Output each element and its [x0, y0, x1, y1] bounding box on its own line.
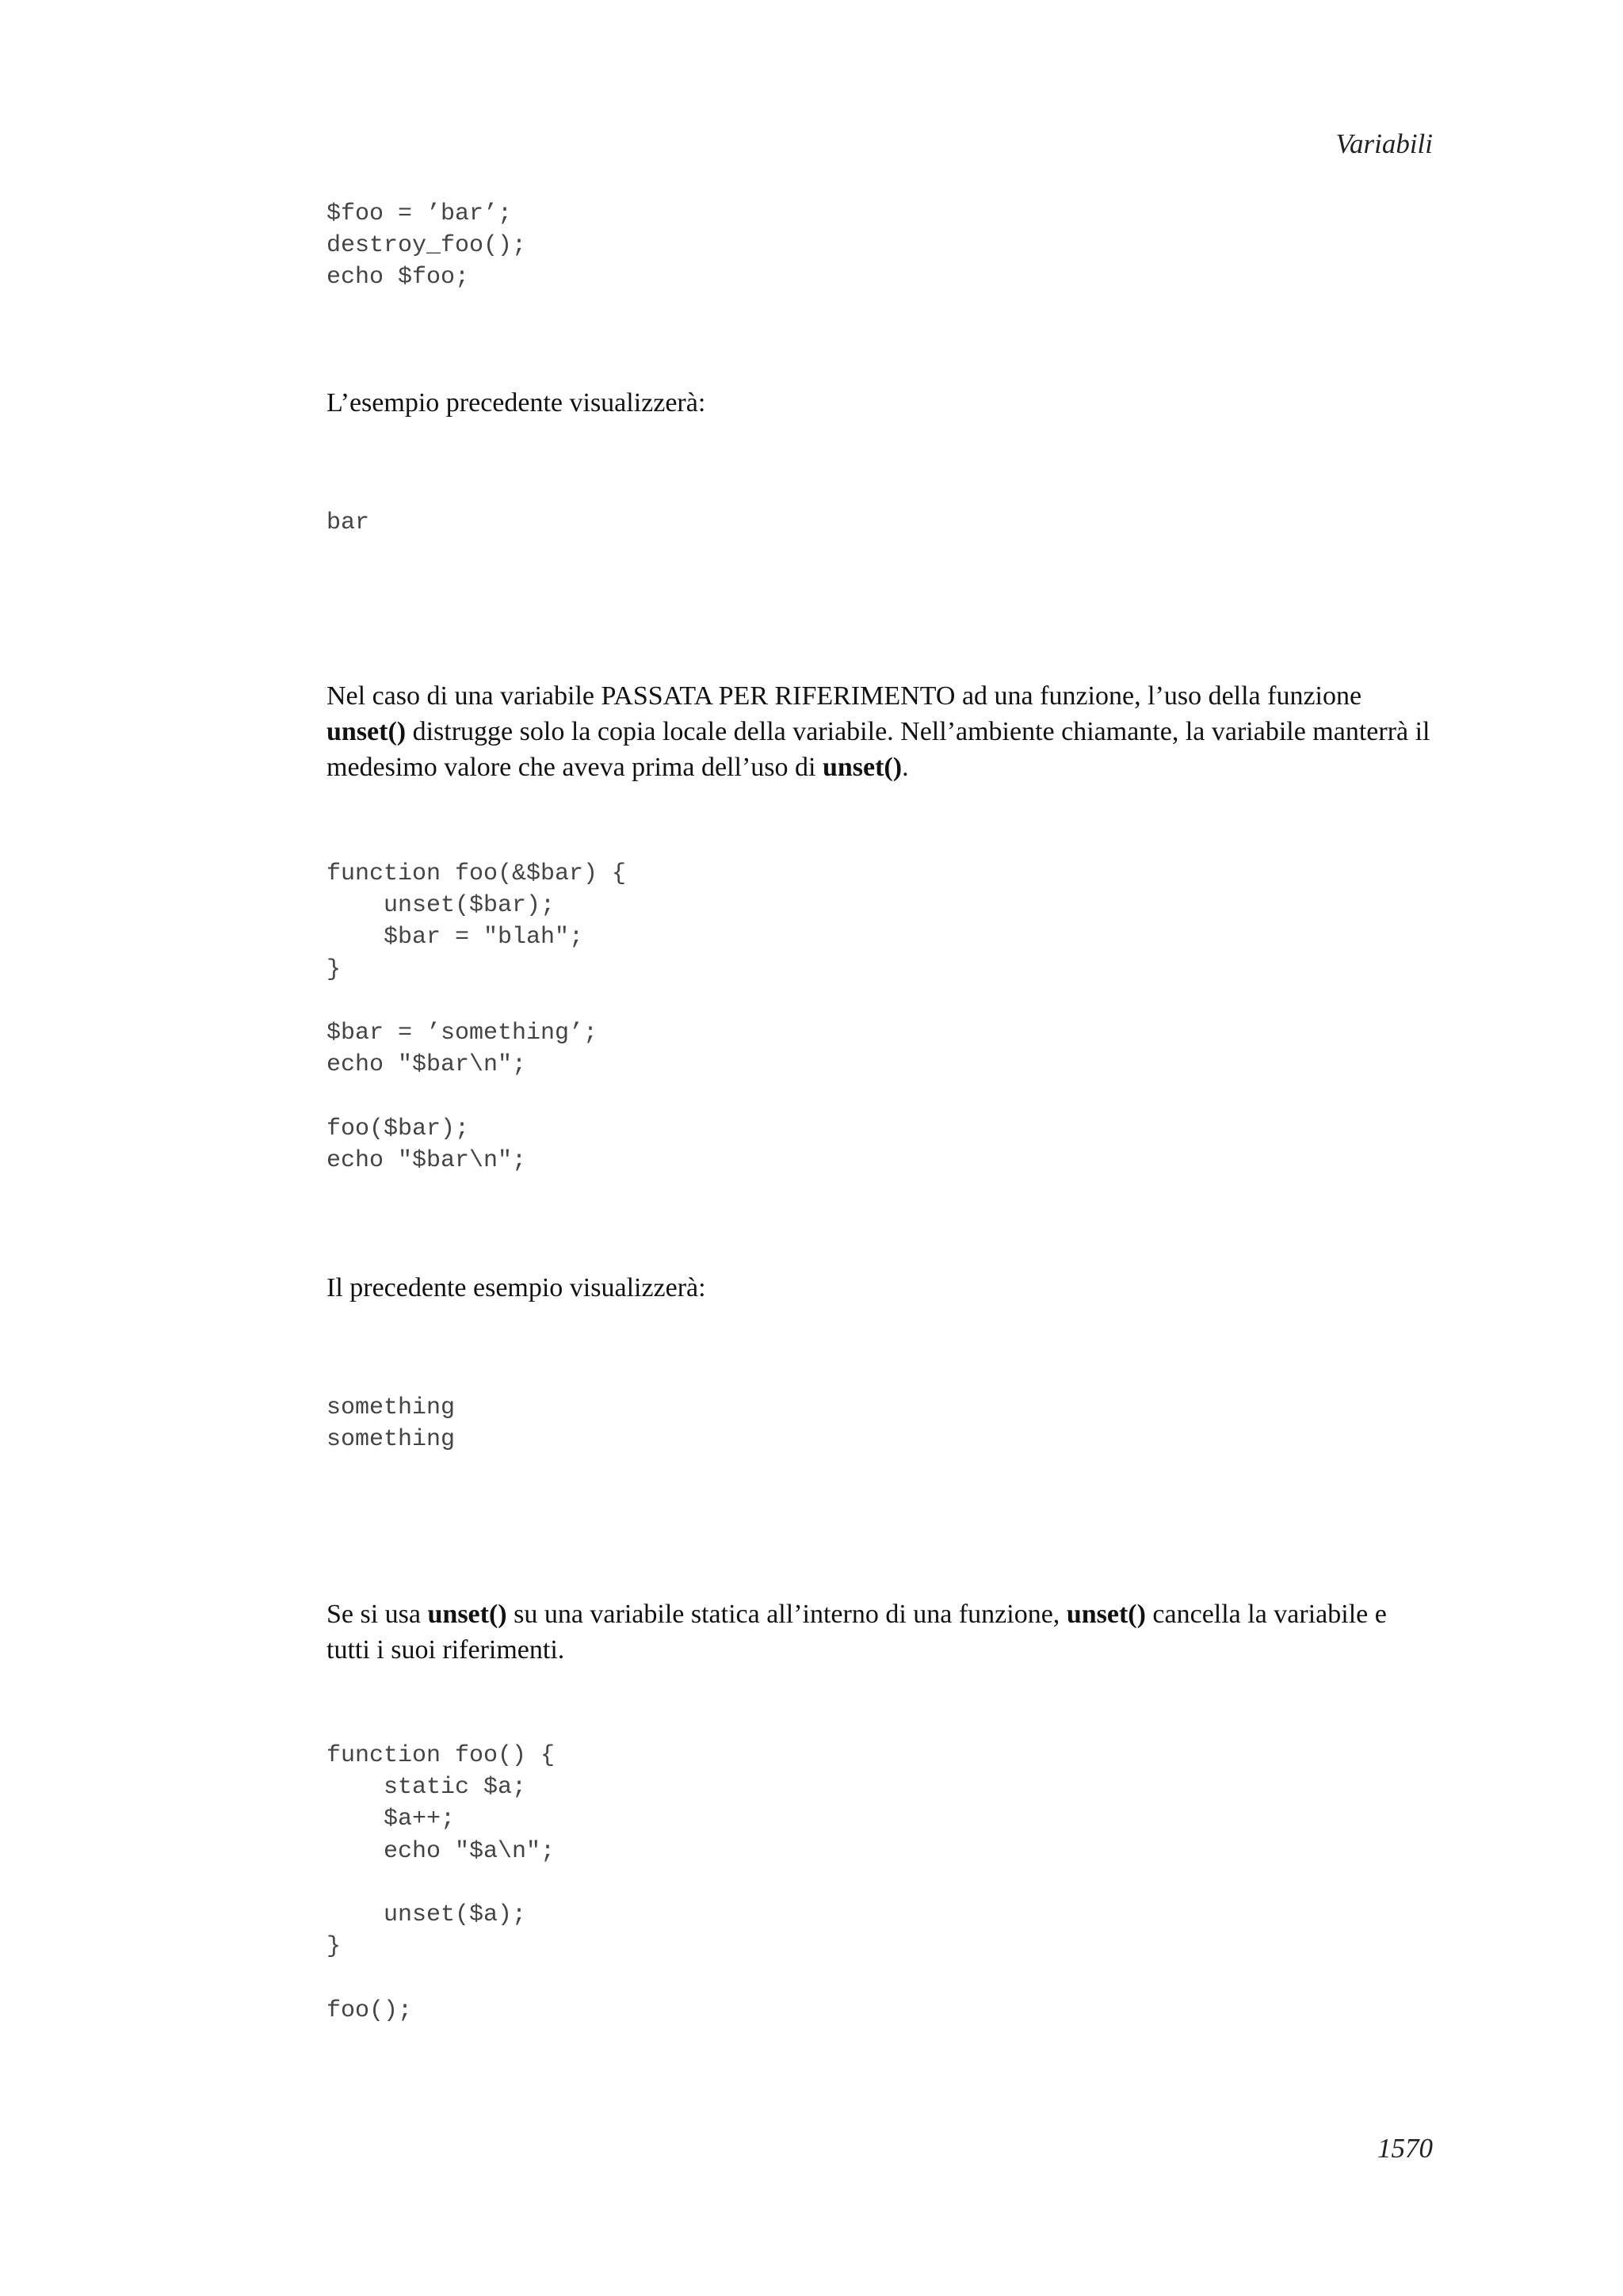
text-run: . — [902, 753, 909, 782]
function-name-unset: unset() — [1066, 1600, 1146, 1629]
output-intro-text: Il precedente esempio visualizzerà: — [327, 1273, 706, 1302]
output-block-bar: bar — [327, 509, 370, 536]
text-run: Se si usa — [327, 1600, 428, 1629]
function-name-unset: unset() — [427, 1600, 507, 1629]
function-name-unset: unset() — [822, 753, 903, 782]
code-block-reference-example: function foo(&$bar) { unset($bar); $bar = "blah"; } $bar = ’something’; echo "$bar\n"; foo($bar); echo "$bar\n"; — [327, 860, 627, 1174]
text-run: distrugge solo la copia locale della variabile. Nell’ambiente chiamante, la variabile manterrà il medesimo valore che aveva prima dell’uso di — [327, 717, 1430, 782]
text-run: su una variabile statica all’interno di una funzione, — [506, 1600, 1067, 1629]
text-run: cancella la variabile e tutti i suoi riferimenti. — [327, 1600, 1387, 1665]
output-block-something: something something — [327, 1394, 456, 1454]
code-block-destroy-foo: $foo = ’bar’; destroy_foo(); echo $foo; — [327, 200, 527, 292]
paragraph-pass-by-reference — [327, 678, 1436, 785]
function-name-unset: unset() — [327, 717, 407, 746]
running-header: Variabili — [1335, 128, 1433, 159]
output-intro-text: L’esempio precedente visualizzerà: — [327, 388, 706, 418]
text-run: Nel caso di una variabile PASSATA PER RIFERIMENTO ad una funzione, l’uso della funzione — [327, 681, 1362, 711]
page-number: 1570 — [1377, 2133, 1433, 2164]
code-block-static-example: function foo() { static $a; $a++; echo "$a\n"; unset($a); } foo(); — [327, 1742, 556, 2024]
paragraph-static-variable — [327, 1596, 1436, 1668]
